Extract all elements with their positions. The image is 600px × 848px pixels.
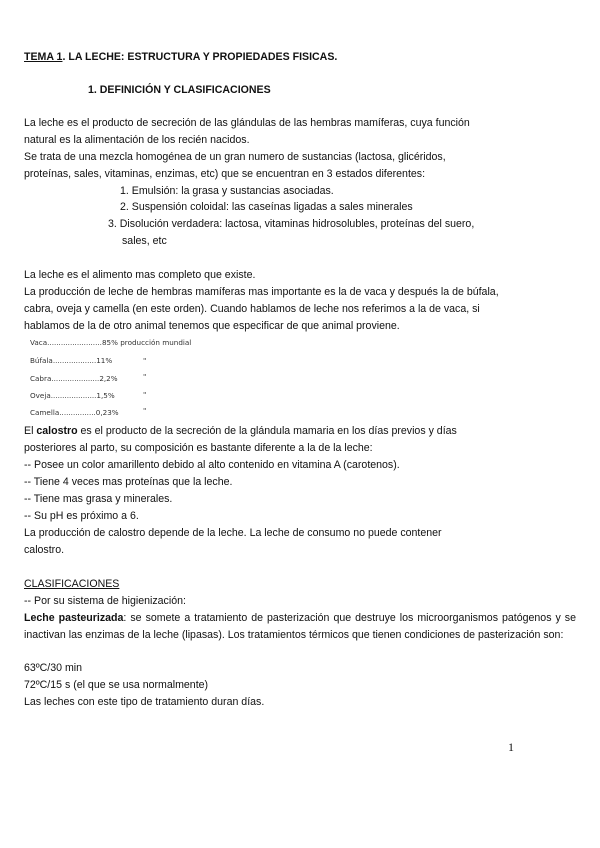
list-item: sales, etc [122, 235, 167, 247]
bullet-item: -- Tiene 4 veces mas proteínas que la leche. [24, 476, 233, 488]
paragraph-line: La producción de calostro depende de la leche. La leche de consumo no puede contener [24, 527, 442, 539]
text: es el producto de la secreción de la glándula mamaria en los días previos y días [77, 425, 457, 437]
paragraph-line: calostro. [24, 544, 65, 556]
section-heading: 1. DEFINICIÓN Y CLASIFICACIONES [88, 84, 271, 96]
calostro-term: calostro [36, 425, 78, 437]
bullet-item: -- Posee un color amarillento debido al alto contenido en vitamina A (carotenos). [24, 459, 400, 471]
paragraph-line: hablamos de la de otro animal tenemos que especificar de que animal proviene. [24, 320, 400, 332]
bullet-item: -- Tiene mas grasa y minerales. [24, 493, 173, 505]
table-row: Camella................0,23% [30, 408, 119, 417]
paragraph-line: 72ºC/15 s (el que se usa normalmente) [24, 679, 209, 691]
table-row: Oveja....................1,5% [30, 391, 115, 400]
ditto-mark: " [143, 372, 147, 381]
ditto-mark: " [143, 390, 147, 399]
paragraph-line: Las leches con este tipo de tratamiento duran días. [24, 696, 265, 708]
paragraph-line: Se trata de una mezcla homogénea de un gran numero de sustancias (lactosa, glicéridos, [24, 151, 446, 163]
pasteurizada-term: Leche pasteurizada [24, 612, 124, 624]
list-item: 2. Suspensión coloidal: las caseínas ligadas a sales minerales [120, 201, 413, 213]
paragraph-line: -- Por su sistema de higienización: [24, 595, 186, 607]
page-number: 1 [508, 740, 514, 754]
ditto-mark: " [143, 356, 147, 365]
paragraph-line: La producción de leche de hembras mamíferas mas importante es la de vaca y después la de búfala, [24, 286, 499, 298]
ditto-mark: " [143, 406, 147, 415]
text: : se somete a tratamiento de pasterización que destruye los microorganismos patógenos y se inactivan las enzimas de la leche (lipasas). Los tratamientos térmicos que tienen condiciones de pasterización son: [24, 612, 576, 641]
text: El [24, 425, 37, 437]
section-heading: CLASIFICACIONES [24, 578, 120, 590]
list-item: 1. Emulsión: la grasa y sustancias asociadas. [120, 185, 334, 197]
paragraph-line: natural es la alimentación de los recién nacidos. [24, 134, 250, 146]
paragraph-line: La leche es el producto de secreción de las glándulas de las hembras mamíferas, cuya función [24, 117, 470, 129]
table-row: Búfala...................11% [30, 356, 113, 365]
table-row: Vaca........................85% producción mundial [30, 338, 192, 347]
paragraph-line [24, 424, 457, 439]
page-title [24, 50, 337, 65]
paragraph-line: cabra, oveja y camella (en este orden). Cuando hablamos de leche nos referimos a la de vaca, si [24, 303, 480, 315]
paragraph-line: posteriores al parto, su composición es bastante diferente a la de la leche: [24, 442, 373, 454]
paragraph [24, 610, 576, 643]
list-item: 3. Disolución verdadera: lactosa, vitaminas hidrosolubles, proteínas del suero, [108, 218, 475, 230]
table-row: Cabra.....................2,2% [30, 374, 118, 383]
paragraph-line: proteínas, sales, vitaminas, enzimas, etc) que se encuentran en 3 estados diferentes: [24, 168, 426, 180]
title-rest: . LA LECHE: ESTRUCTURA Y PROPIEDADES FISICAS. [62, 51, 338, 63]
bullet-item: -- Su pH es próximo a 6. [24, 510, 139, 522]
title-prefix: TEMA 1 [24, 51, 63, 63]
paragraph-line: 63ºC/30 min [24, 662, 83, 674]
paragraph-line: La leche es el alimento mas completo que existe. [24, 269, 256, 281]
